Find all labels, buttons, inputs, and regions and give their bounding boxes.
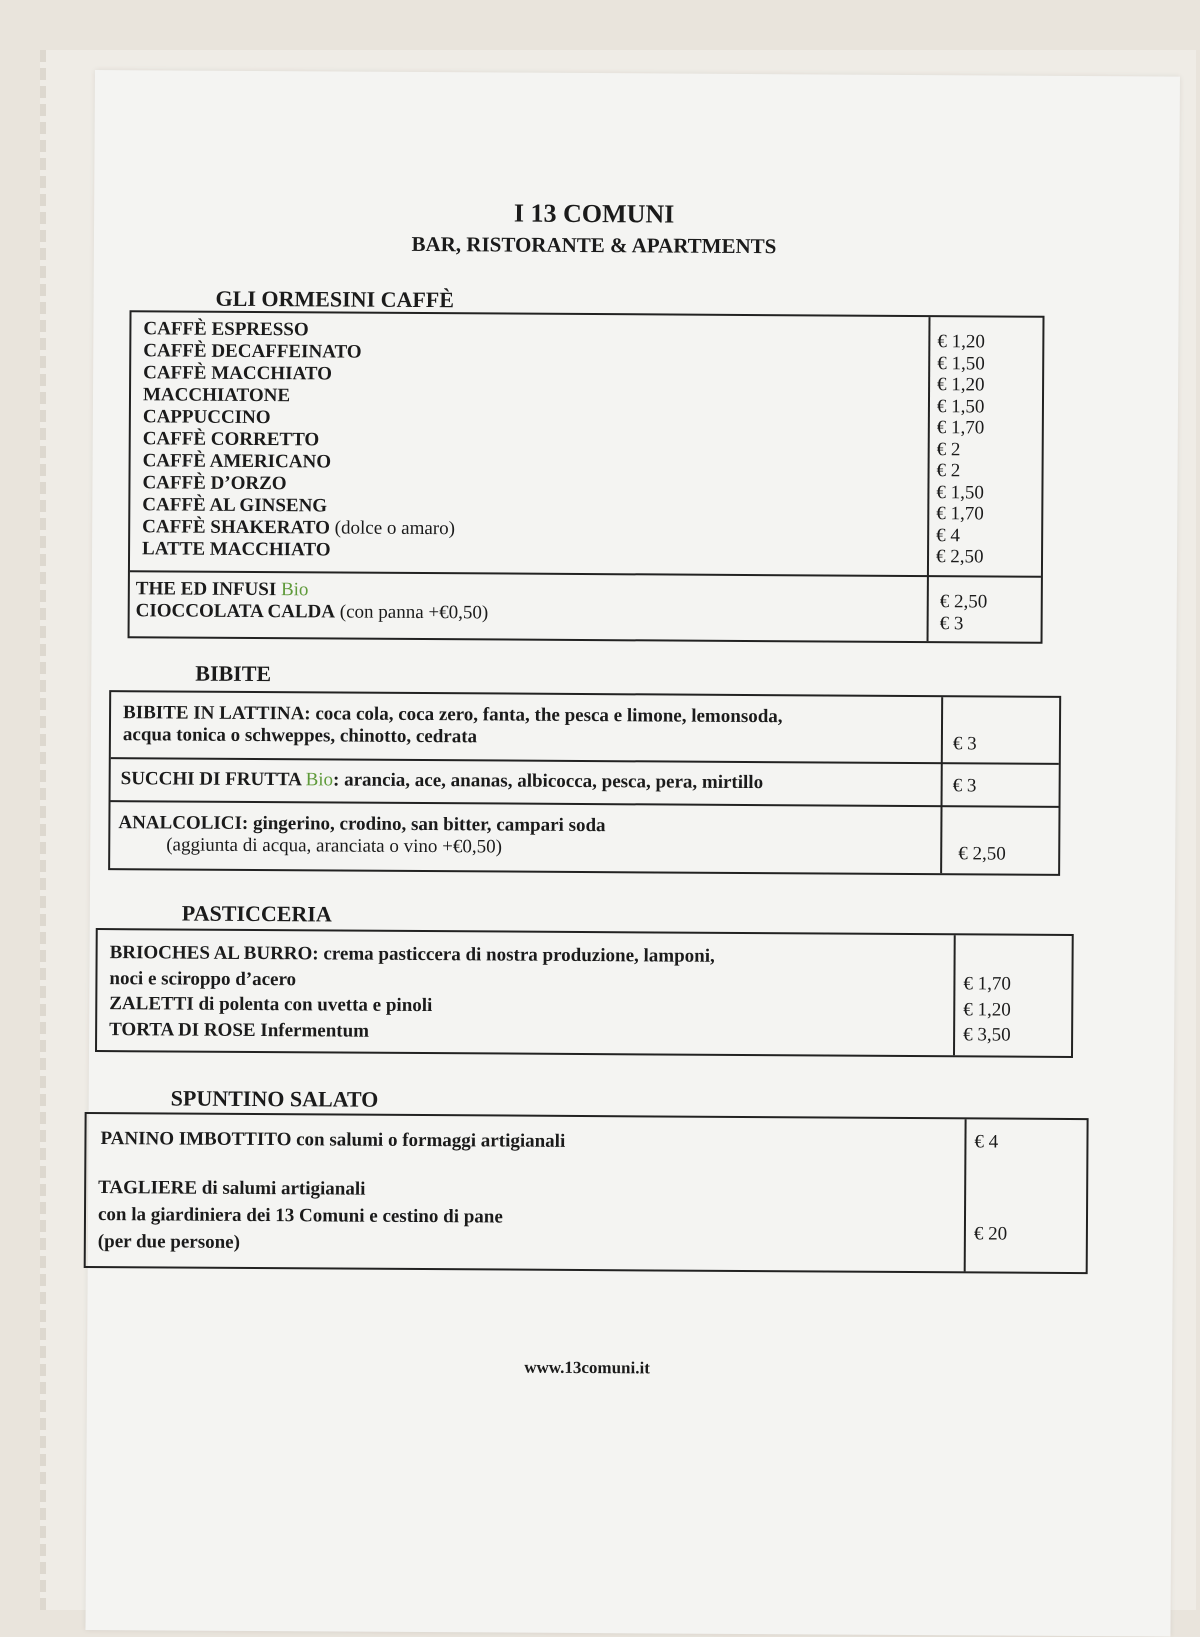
item-line: acqua tonica o schweppes, chinotto, cedrata [122, 724, 478, 748]
spuntino-table [84, 1112, 1089, 1274]
extra-prices [940, 591, 988, 634]
menu-item [142, 516, 455, 540]
menu-item-succhi [121, 768, 764, 794]
item-note: (aggiunta di acqua, aranciata o vino +€0,50) [166, 834, 503, 858]
item-line: TAGLIERE di salumi artigianali [98, 1177, 366, 1200]
price: € 2 [936, 460, 961, 482]
section-heading-pasticceria: PASTICCERIA [181, 900, 332, 927]
price-column-divider [940, 697, 943, 873]
item-line: ZALETTI di polenta con uvetta e pinoli [109, 993, 433, 1017]
menu-item: CAFFÈ ESPRESSO [143, 318, 309, 341]
price: € 1,50 [936, 395, 985, 417]
item-note: (con panna +€0,50) [334, 601, 489, 624]
caffe-table [128, 310, 1045, 644]
price: € 1,20 [937, 374, 985, 396]
item-name: SUCCHI DI FRUTTA [120, 768, 306, 791]
menu-item: CAFFÈ DECAFFEINATO [143, 340, 362, 363]
item-name: CAFFÈ SHAKERATO [142, 516, 331, 539]
price: € 1,70 [936, 503, 984, 525]
bio-label: Bio [280, 579, 309, 601]
caffe-list [142, 318, 456, 562]
price: € 3 [952, 733, 977, 755]
restaurant-subtitle: BAR, RISTORANTE & APARTMENTS [411, 231, 777, 259]
menu-item-panino: PANINO IMBOTTITO con salumi o formaggi artigianali [100, 1128, 566, 1152]
menu-item [136, 578, 489, 602]
price: € 1,50 [937, 352, 985, 374]
menu-item: MACCHIATONE [142, 384, 291, 407]
menu-item: CAFFÈ AMERICANO [142, 450, 332, 473]
restaurant-name: I 13 COMUNI [513, 198, 675, 229]
price-column-divider [964, 1119, 967, 1271]
section-heading-caffe: GLI ORMESINI CAFFÈ [215, 285, 455, 313]
price: € 3 [939, 612, 964, 634]
menu-item-analcolici [118, 812, 605, 859]
item-line: BIBITE IN LATTINA: coca cola, coca zero, fanta, the pesca e limone, lemonsoda, [123, 702, 783, 728]
price: € 1,70 [936, 417, 985, 439]
menu-item: CAFFÈ MACCHIATO [143, 362, 332, 385]
item-line: (per due persone) [97, 1231, 241, 1253]
item-line: BRIOCHES AL BURRO: crema pasticcera di nostra produzione, lamponi, [109, 942, 715, 967]
menu-item: LATTE MACCHIATO [142, 538, 331, 561]
price: € 20 [973, 1223, 1008, 1245]
item-line: con la giardiniera dei 13 Comuni e cestino di pane [97, 1204, 503, 1228]
bibite-table [108, 690, 1061, 876]
price: € 1,20 [937, 331, 985, 353]
row-divider [111, 757, 1059, 765]
price: € 2,50 [939, 591, 988, 613]
item-line: noci e sciroppo d’acero [109, 967, 297, 990]
menu-item-tagliere [98, 1174, 503, 1257]
item-name: CIOCCOLATA CALDA [135, 600, 336, 623]
menu-item: CAFFÈ CORRETTO [142, 428, 320, 451]
pasticceria-prices [963, 971, 1011, 1048]
pasticceria-list [109, 940, 715, 1046]
price: € 1,50 [936, 481, 985, 503]
item-line: ANALCOLICI: gingerino, crodino, san bitter, campari soda [118, 812, 606, 837]
price: € 2,50 [958, 843, 1006, 865]
price: € 1,70 [963, 973, 1011, 995]
menu-page [85, 70, 1180, 1637]
extra-list [136, 578, 489, 624]
section-heading-spuntino: SPUNTINO SALATO [170, 1085, 379, 1112]
pasticceria-table [95, 928, 1074, 1058]
menu-item: CAPPUCCINO [142, 406, 271, 429]
row-divider [111, 800, 1059, 808]
price: € 4 [974, 1131, 999, 1153]
section-heading-bibite: BIBITE [195, 660, 272, 687]
bio-label: Bio [305, 769, 334, 791]
item-note: (dolce o amaro) [329, 517, 456, 540]
price: € 2 [936, 438, 961, 460]
caffe-prices [936, 331, 985, 568]
item-name: THE ED INFUSI [135, 578, 282, 601]
price-column-divider [927, 317, 931, 641]
price: € 2,50 [935, 546, 984, 568]
website-url: www.13comuni.it [524, 1357, 650, 1378]
menu-item [136, 600, 489, 624]
item-description: : arancia, ace, ananas, albicocca, pesca, pera, mirtillo [332, 769, 764, 794]
section-divider [130, 570, 1041, 578]
menu-item: CAFFÈ AL GINSENG [142, 494, 328, 517]
price: € 3,50 [963, 1024, 1011, 1046]
price: € 4 [936, 524, 960, 546]
price: € 1,20 [963, 998, 1011, 1021]
menu-item-lattina [123, 702, 783, 750]
menu-item: CAFFÈ D’ORZO [142, 472, 287, 495]
item-line: TORTA DI ROSE Infermentum [109, 1018, 370, 1042]
price: € 3 [952, 775, 977, 797]
price-column-divider [953, 935, 956, 1055]
